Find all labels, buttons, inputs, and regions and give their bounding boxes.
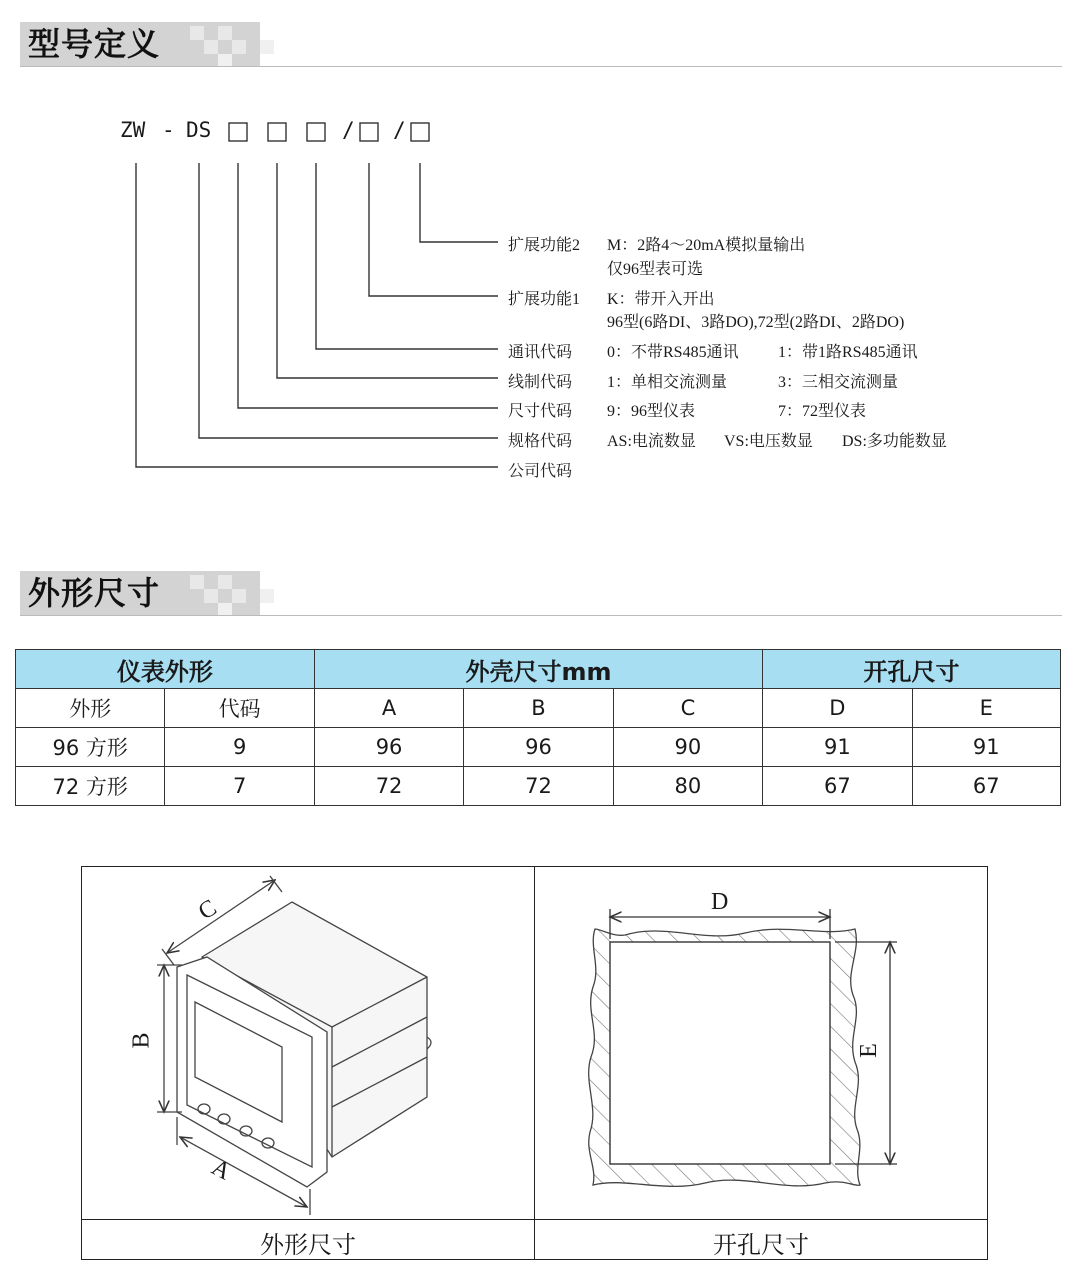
field-label-company: 公司代码 bbox=[508, 463, 573, 480]
field-spec-opt3: DS:多功能数显 bbox=[842, 433, 947, 450]
cell: 96 方形 bbox=[16, 728, 165, 767]
diagram-panel bbox=[81, 866, 988, 1260]
section-title: 型号定义 bbox=[28, 25, 161, 63]
cell: 96 bbox=[314, 728, 463, 767]
field-label-comm: 通讯代码 bbox=[508, 344, 573, 361]
cell: 80 bbox=[613, 767, 762, 806]
cell: 7 bbox=[165, 767, 314, 806]
model-code: DS bbox=[186, 118, 212, 142]
field-label-wiring: 线制代码 bbox=[508, 374, 573, 391]
group-housing: 外壳尺寸mm bbox=[314, 650, 762, 689]
field-wiring-opt2: 3：三相交流测量 bbox=[778, 374, 899, 391]
field-ext2-line2: 仅96型表可选 bbox=[607, 261, 704, 278]
table-row bbox=[16, 728, 1061, 767]
checker-decoration bbox=[190, 575, 280, 615]
cell: 91 bbox=[763, 728, 912, 767]
field-size-opt2: 7：72型仪表 bbox=[778, 403, 867, 420]
caption-cutout: 开孔尺寸 bbox=[713, 1233, 809, 1259]
cutout-drawing bbox=[535, 867, 987, 1219]
field-comm-opt2: 1：带1路RS485通讯 bbox=[778, 344, 918, 361]
field-size-opt1: 9：96型仪表 bbox=[607, 403, 696, 420]
dim-label-d: D bbox=[711, 889, 729, 915]
field-wiring-opt1: 1：单相交流测量 bbox=[607, 374, 728, 391]
section-header-dimensions bbox=[20, 571, 1062, 617]
field-label-spec: 规格代码 bbox=[508, 433, 573, 450]
col-c: C bbox=[613, 689, 762, 728]
group-appearance: 仪表外形 bbox=[16, 650, 315, 689]
col-e: E bbox=[912, 689, 1060, 728]
col-code: 代码 bbox=[165, 689, 314, 728]
section-title: 外形尺寸 bbox=[28, 574, 161, 612]
field-ext1-line2: 96型(6路DI、3路DO),72型(2路DI、2路DO) bbox=[607, 314, 905, 331]
field-label-size: 尺寸代码 bbox=[508, 403, 573, 420]
header-rule bbox=[20, 615, 1062, 616]
table-group-header bbox=[16, 650, 1061, 689]
field-spec-opt1: AS:电流数显 bbox=[607, 433, 696, 450]
table-column-header bbox=[16, 689, 1061, 728]
field-ext2-line1: M：2路4～20mA模拟量输出 bbox=[607, 237, 806, 254]
cell: 72 方形 bbox=[16, 767, 165, 806]
field-label-ext2: 扩展功能2 bbox=[508, 237, 581, 254]
field-comm-opt1: 0：不带RS485通讯 bbox=[607, 344, 739, 361]
cell: 91 bbox=[912, 728, 1060, 767]
col-a: A bbox=[314, 689, 463, 728]
model-prefix: ZW bbox=[120, 118, 146, 142]
dim-label-b: B bbox=[128, 1032, 155, 1049]
cell: 72 bbox=[314, 767, 463, 806]
cell: 96 bbox=[464, 728, 613, 767]
field-label-ext1: 扩展功能1 bbox=[508, 291, 581, 308]
dim-label-a: A bbox=[207, 1154, 235, 1186]
caption-outline: 外形尺寸 bbox=[260, 1233, 356, 1259]
divider-horizontal bbox=[82, 1219, 987, 1220]
model-slash-2: / bbox=[393, 118, 406, 142]
model-slash-1: / bbox=[342, 118, 355, 142]
dimensions-table bbox=[15, 649, 1061, 806]
cell: 72 bbox=[464, 767, 613, 806]
dim-label-c: C bbox=[194, 894, 222, 926]
group-cutout: 开孔尺寸 bbox=[763, 650, 1061, 689]
cell: 67 bbox=[763, 767, 912, 806]
field-spec-opt2: VS:电压数显 bbox=[724, 433, 813, 450]
cell: 9 bbox=[165, 728, 314, 767]
model-dash: - bbox=[162, 118, 175, 142]
cell: 90 bbox=[613, 728, 762, 767]
col-b: B bbox=[464, 689, 613, 728]
table-row bbox=[16, 767, 1061, 806]
field-ext1-line1: K：带开入开出 bbox=[607, 291, 715, 308]
col-d: D bbox=[763, 689, 912, 728]
dim-label-e: E bbox=[855, 1043, 882, 1058]
cell: 67 bbox=[912, 767, 1060, 806]
col-shape: 外形 bbox=[16, 689, 165, 728]
